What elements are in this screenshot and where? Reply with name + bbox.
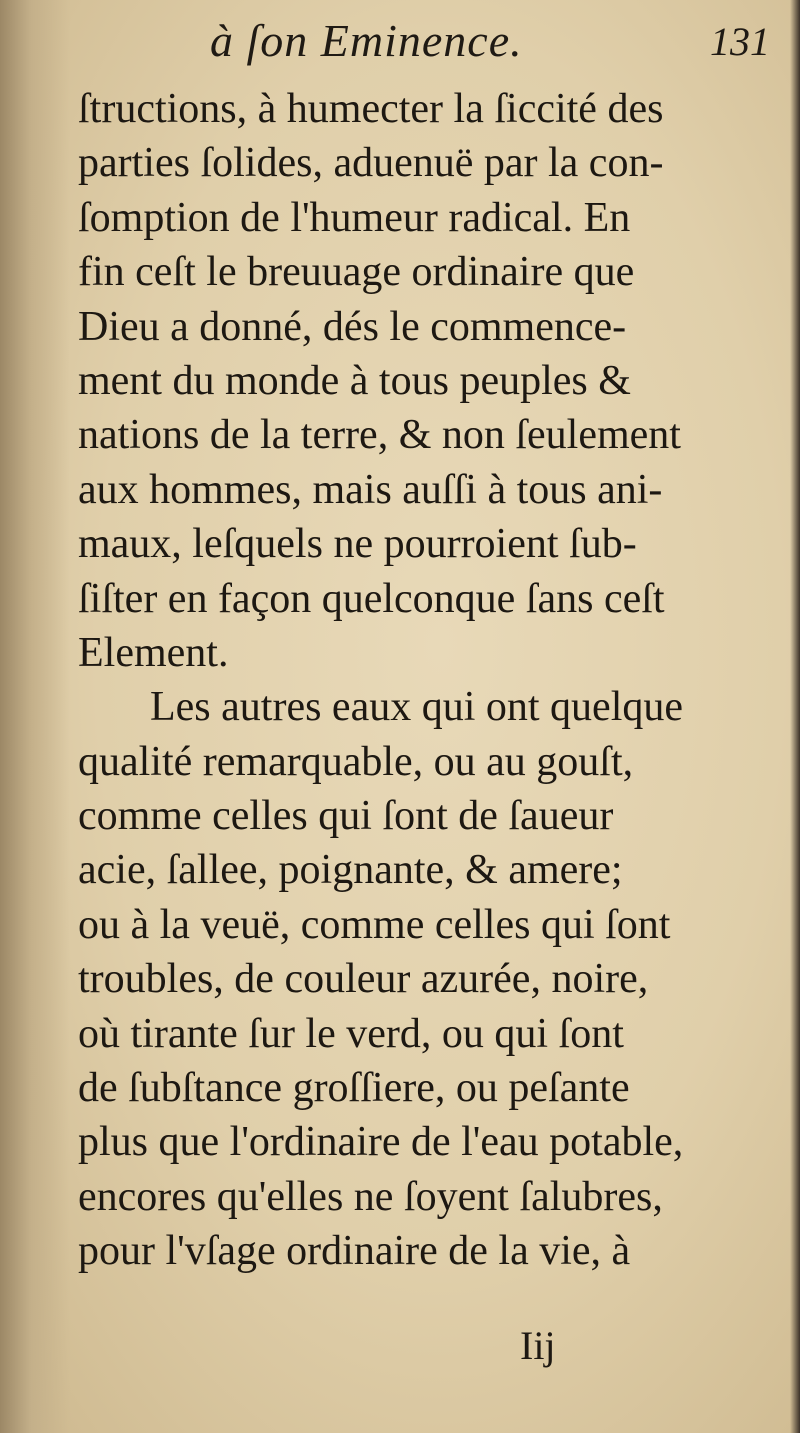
text-line: pour l'vſage ordinaire de la vie, à (78, 1228, 631, 1275)
page-edge (790, 0, 800, 1433)
page-header (200, 14, 780, 74)
text-line: de ſubſtance groſſiere, ou peſante (78, 1065, 630, 1112)
text-line: qualité remarquable, ou au gouſt, (78, 738, 634, 785)
text-line: parties ſolides, aduenuë par la con- (78, 140, 664, 187)
text-line: ſiſter en façon quelconque ſans ceſt (78, 575, 665, 622)
text-line: nations de la terre, & non ſeulement (78, 412, 681, 459)
text-line: troubles, de couleur azurée, noire, (78, 956, 649, 1003)
text-line: aux hommes, mais auſſi à tous ani- (78, 466, 663, 513)
text-line: plus que l'ordinaire de l'eau potable, (78, 1119, 684, 1166)
text-line: encores qu'elles ne ſoyent ſalubres, (78, 1173, 663, 1220)
running-head: à ſon Eminence. (210, 15, 523, 66)
binding-shadow (0, 0, 70, 1433)
text-line: Element. (78, 629, 229, 676)
text-line: fin ceſt le breuuage ordinaire que (78, 249, 635, 296)
body-text (78, 82, 768, 1279)
text-line: ment du monde à tous peuples & (78, 357, 631, 404)
text-line: maux, leſquels ne pourroient ſub- (78, 521, 637, 568)
text-line: comme celles qui ſont de ſaueur (78, 793, 614, 840)
text-line: où tirante ſur le verd, ou qui ſont (78, 1010, 624, 1057)
text-line: acie, ſallee, poignante, & amere; (78, 847, 623, 894)
signature-mark: Iij (520, 1323, 556, 1368)
text-line: ou à la veuë, comme celles qui ſont (78, 901, 671, 948)
paragraph-start-line: Les autres eaux qui ont quelque (150, 684, 683, 731)
text-line: ſtructions, à humecter la ſiccité des (78, 86, 664, 132)
text-line: Dieu a donné, dés le commence- (78, 303, 627, 350)
text-line: ſomption de l'humeur radical. En (78, 194, 631, 241)
page-number: 131 (710, 19, 770, 64)
